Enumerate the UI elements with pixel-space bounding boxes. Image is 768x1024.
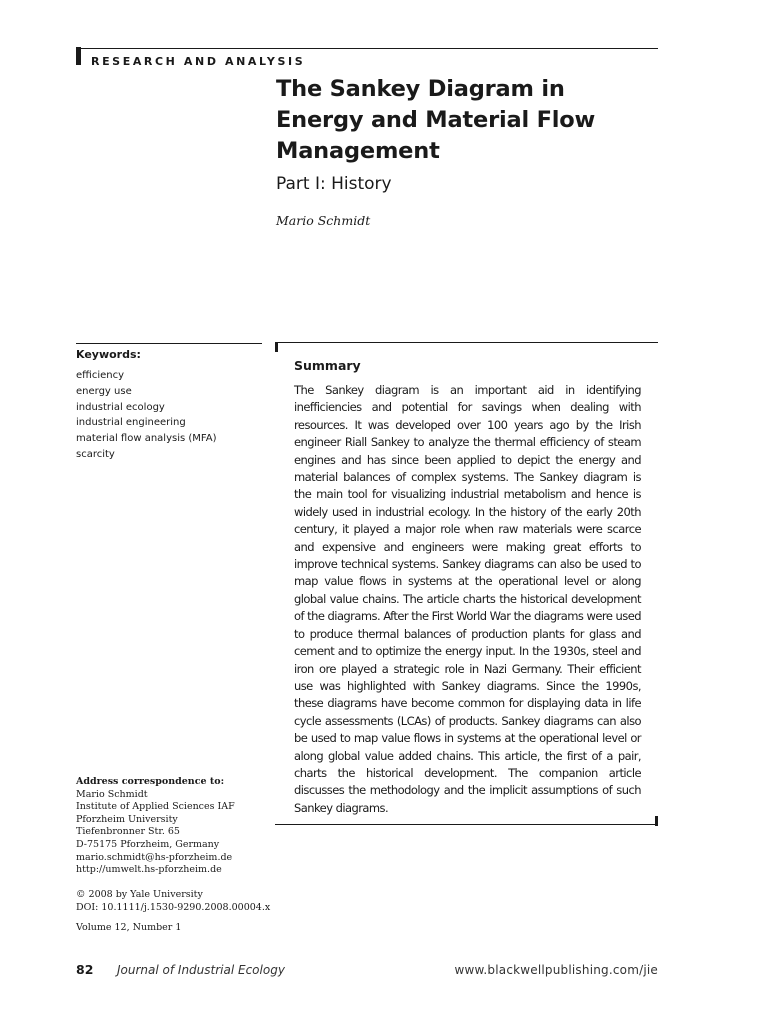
author-website[interactable]: http://umwelt.hs-pforzheim.de: [76, 864, 222, 876]
keyword-item: industrial ecology: [76, 401, 165, 413]
article-subtitle: Part I: History: [276, 174, 392, 194]
section-label: RESEARCH AND ANALYSIS: [91, 55, 306, 68]
address-heading: Address correspondence to:: [76, 776, 225, 787]
author-name: Mario Schmidt: [276, 213, 371, 228]
address-line: D-75175 Pforzheim, Germany: [76, 838, 220, 850]
summary-bottom-marker: [655, 816, 658, 826]
address-line: Pforzheim University: [76, 813, 178, 825]
title-line: Energy and Material Flow: [276, 107, 596, 133]
address-line: Institute of Applied Sciences IAF: [76, 801, 235, 813]
keywords-rule: [76, 343, 262, 344]
summary-bottom-rule: [275, 824, 655, 825]
summary-top-marker: [275, 342, 278, 352]
publisher-url[interactable]: www.blackwellpublishing.com/jie: [454, 963, 658, 977]
article-title: [276, 74, 656, 167]
address-line: Tiefenbronner Str. 65: [76, 826, 180, 838]
page-number: 82: [76, 962, 94, 977]
doi-line: DOI: 10.1111/j.1530-9290.2008.00004.x: [76, 901, 271, 913]
keywords-heading: Keywords:: [76, 348, 141, 361]
volume-info: Volume 12, Number 1: [76, 922, 182, 933]
copyright-block: [76, 889, 270, 914]
summary-top-rule: [278, 342, 658, 343]
title-line: Management: [276, 138, 440, 164]
keyword-item: material flow analysis (MFA): [76, 433, 217, 445]
address-line: Mario Schmidt: [76, 788, 148, 800]
correspondence-address: [76, 776, 266, 877]
keyword-item: energy use: [76, 385, 132, 397]
summary-heading: Summary: [294, 358, 361, 373]
keywords-list: [76, 368, 216, 463]
keyword-item: scarcity: [76, 448, 115, 460]
title-line: The Sankey Diagram in: [276, 76, 565, 102]
author-email[interactable]: mario.schmidt@hs-pforzheim.de: [76, 851, 233, 863]
section-rule: [81, 48, 658, 49]
summary-body: The Sankey diagram is an important aid in identifying inefficiencies and potential for savings when dealing with resources. It was developed over 100 years ago by the Irish engineer Riall Sankey to analyze the thermal efficiency of steam engines and has since been applied to depict the energy and material balances of complex systems. The Sankey diagram is the main tool for visualizing industrial metabolism and hence is widely used in industrial ecology. In the history of the early 20th century, it played a major role when raw materials were scarce and expensive and engineers were making great efforts to improve technical systems. Sankey diagrams can also be used to map value flows in systems at the operational level or along global value chains. The article charts the historical development of the diagrams. After the First World War the diagrams were used to produce thermal balances of production plants for glass and cement and to optimize the energy input. In the 1930s, steel and iron ore played a strategic role in Nazi Germany. Their efficient use was highlighted with Sankey diagrams. Since the 1990s, these diagrams have become common for displaying data in life cycle assessments (LCAs) of products. Sankey diagrams can also be used to map value flows in systems at the operational level or along global value added chains. This article, the first of a pair, charts the historical development. The companion article discusses the methodology and the implicit assumptions of such Sankey diagrams.: [294, 383, 641, 815]
keyword-item: industrial engineering: [76, 417, 186, 429]
journal-name: Journal of Industrial Ecology: [117, 963, 285, 977]
keyword-item: efficiency: [76, 370, 125, 381]
section-marker: [76, 47, 81, 65]
copyright-line: © 2008 by Yale University: [76, 889, 203, 900]
